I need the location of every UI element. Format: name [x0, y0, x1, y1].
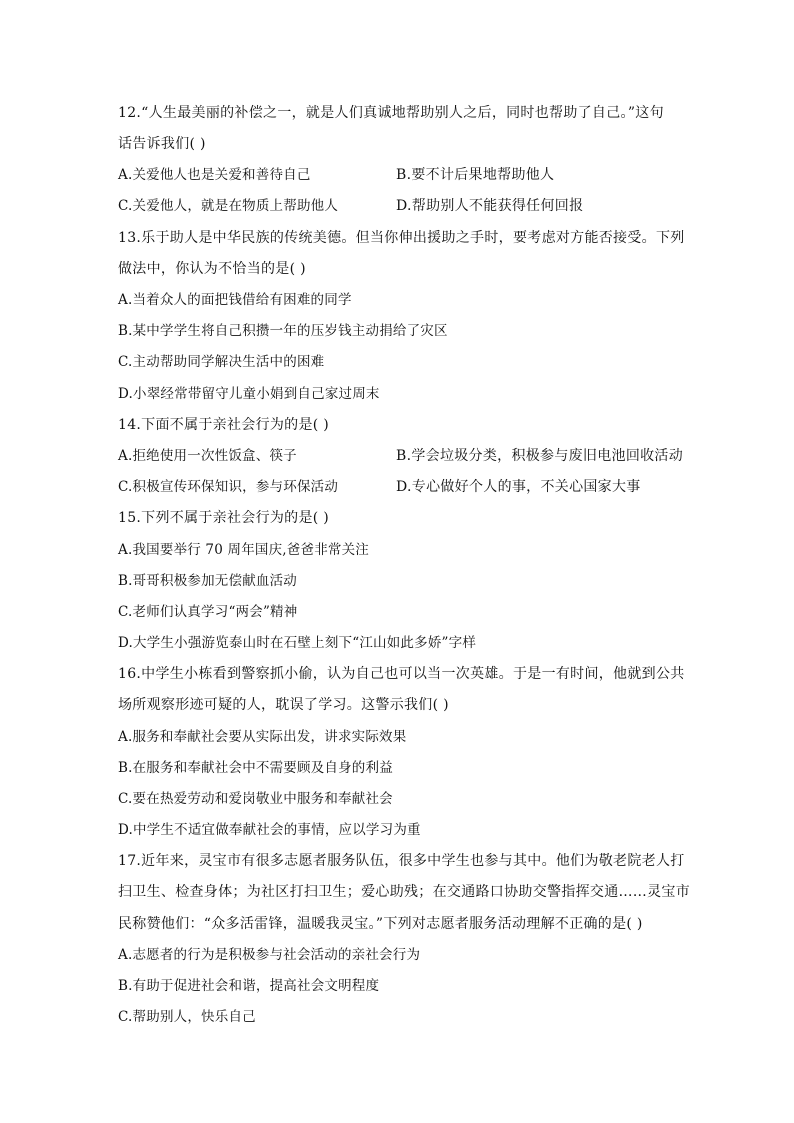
q14-option-a: A.拒绝使用一次性饭盒、筷子 — [118, 448, 297, 464]
q16-option-d: D.中学生不适宜做奉献社会的事情，应以学习为重 — [118, 822, 421, 838]
q15-option-d: D.大学生小强游览泰山时在石壁上刻下“江山如此多娇”字样 — [118, 635, 477, 651]
q16-option-c: C.要在热爱劳动和爱岗敬业中服务和奉献社会 — [118, 791, 393, 807]
q13-option-b: B.某中学学生将自己积攒一年的压岁钱主动捐给了灾区 — [118, 323, 448, 339]
q17-stem-line1: 17.近年来，灵宝市有很多志愿者服务队伍，很多中学生也参与其中。他们为敬老院老人打 — [118, 853, 685, 869]
q13-option-c: C.主动帮助同学解决生活中的困难 — [118, 354, 325, 370]
q12-option-d: D.帮助别人不能获得任何回报 — [396, 198, 584, 214]
q14-stem: 14.下面不属于亲社会行为的是( ) — [118, 417, 330, 433]
q16-option-a: A.服务和奉献社会要从实际出发，讲求实际效果 — [118, 729, 407, 745]
q17-stem-line2: 扫卫生、检查身体；为社区打扫卫生；爱心助残；在交通路口协助交警指挥交通……灵宝市 — [118, 884, 690, 900]
q17-option-a: A.志愿者的行为是积极参与社会活动的亲社会行为 — [118, 947, 421, 963]
q12-stem-line1: 12.“人生最美丽的补偿之一，就是人们真诚地帮助别人之后，同时也帮助了自己。”这句 — [118, 105, 664, 121]
q12-option-a: A.关爱他人也是关爱和善待自己 — [118, 167, 311, 183]
q13-stem-line1: 13.乐于助人是中华民族的传统美德。但当你伸出援助之手时，要考虑对方能否接受。下列 — [118, 230, 685, 246]
q17-option-c: C.帮助别人，快乐自己 — [118, 1009, 256, 1025]
q12-stem-line2: 话告诉我们( ) — [118, 136, 206, 152]
q12-option-c: C.关爱他人，就是在物质上帮助他人 — [118, 198, 339, 214]
q14-option-b: B.学会垃圾分类，积极参与废旧电池回收活动 — [396, 448, 684, 464]
q16-stem-line1: 16.中学生小栋看到警察抓小偷，认为自己也可以当一次英雄。于是一有时间，他就到公共 — [118, 666, 685, 682]
q15-option-a: A.我国要举行 70 周年国庆,爸爸非常关注 — [118, 542, 369, 558]
q15-option-b: B.哥哥积极参加无偿献血活动 — [118, 573, 298, 589]
q14-option-c: C.积极宣传环保知识，参与环保活动 — [118, 479, 339, 495]
q16-option-b: B.在服务和奉献社会中不需要顾及自身的利益 — [118, 760, 393, 776]
q13-stem-line2: 做法中，你认为不恰当的是( ) — [118, 261, 306, 277]
q16-stem-line2: 场所观察形迹可疑的人，耽误了学习。这警示我们( ) — [118, 697, 449, 713]
q17-stem-line3: 民称赞他们：“众多活雷锋，温暖我灵宝。”下列对志愿者服务活动理解不正确的是( ) — [118, 916, 643, 932]
q12-option-b: B.要不计后果地帮助他人 — [396, 167, 555, 183]
q15-option-c: C.老师们认真学习“两会”精神 — [118, 604, 298, 620]
q17-option-b: B.有助于促进社会和谐，提高社会文明程度 — [118, 978, 380, 994]
q13-option-a: A.当着众人的面把钱借给有困难的同学 — [118, 292, 352, 308]
q13-option-d: D.小翠经常带留守儿童小娟到自己家过周末 — [118, 386, 380, 402]
q15-stem: 15.下列不属于亲社会行为的是( ) — [118, 510, 330, 526]
q14-option-d: D.专心做好个人的事，不关心国家大事 — [396, 479, 641, 495]
